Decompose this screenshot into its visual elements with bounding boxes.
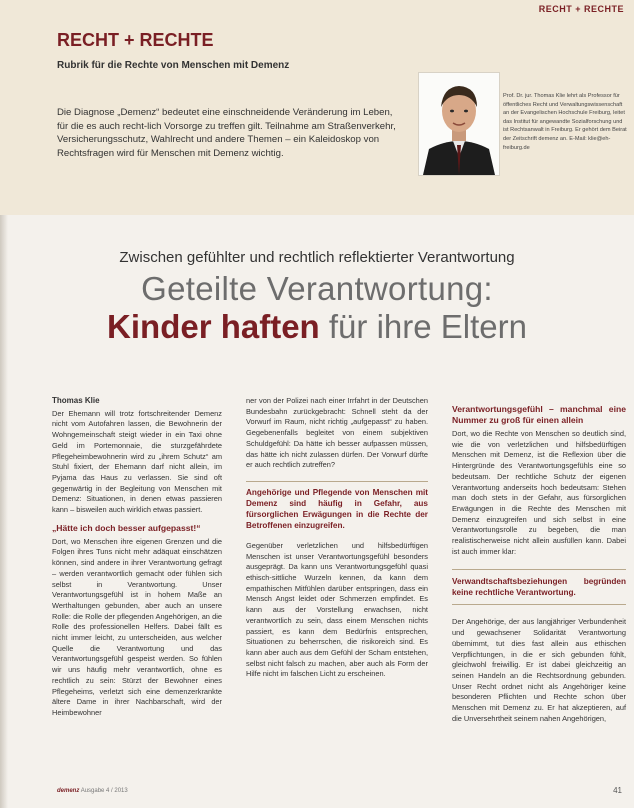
column-2-paragraph-2: Gegenüber verletzlichen und hilfsbedürftigen Menschen ist unser Verantwortungsgefühl besonders ausgeprägt. Da kann uns Verantwortungsgefühl quasi ethisch-sittliche Wurzeln kennen, da kann dem empathischen Mitfühlen darüber entspringen, dass ein Mensch Angst leidet oder Schmerzen empfindet. Es kann aus der Vorstellung erwachsen, nicht verantwortlich zu sein, dass einem Menschen nichts passiert, es kann dem Bedürfnis entsprechen, Situationen zu beherrschen, die risikoreich sind. Es kann aber auch aus dem Gefühl der Scham entstehen, selbst nicht falsch zu machen, aber auch als Form der Hilfe nicht im falschen Licht zu erscheinen. (246, 540, 428, 679)
headline-line-1: Geteilte Verantwortung: (141, 270, 493, 307)
intro-text: Die Diagnose „Demenz“ bedeutet eine einschneidende Veränderung im Leben, für die es auch recht-lich Vorsorge zu treffen gilt. Teilnahme am Straßenverkehr, Versicherungsschutz, Wahlrecht und andere Themen – ein Kaleidoskop von Rechtsfragen wird für Menschen mit Demenz wichtig. (57, 107, 396, 159)
column-1 (52, 396, 222, 719)
column-3 (452, 396, 626, 724)
rubric-title: RECHT + RECHTE (57, 30, 214, 50)
column-1-paragraph-1: Der Ehemann will trotz fortschreitender Demenz nicht vom Autofahren lassen, die Bewohnerin der Wohngemeinschaft steigt wieder in ein Taxi ohne Geld im Portemonnaie, die sturzgefährdete Pflegeheimbewohnerin wird zu „ihrem Schutz“ am Stuhl fixiert, der Ehemann darf nicht allein, im Pyjama das Haus zu verlassen. Sie sind oft gegenwärtig in der Begleitung von Menschen mit Demenz: Situationen, in denen etwas passieren kann – bisweilen auch wirklich etwas passiert. (52, 408, 222, 515)
headline-emphasis: Kinder haften (107, 308, 320, 345)
page-number: 41 (613, 786, 622, 795)
portrait-image (419, 73, 499, 175)
author-bio: Prof. Dr. jur. Thomas Klie lehrt als Professor für öffentliches Recht und Verwaltungswissenschaft an der Evangelischen Hochschule Freiburg, leitet das Institut für angewandte Sozialforschung und ist Rechtsanwalt in Freiburg. Er gehört dem Beirat der Zeitschrift demenz an. E-Mail: klie@eh-freiburg.de (503, 93, 627, 151)
article-kicker: Zwischen gefühlter und rechtlich reflektierter Verantwortung (119, 249, 515, 266)
pullquote-angehoerige: Angehörige und Pflegende von Menschen mit Demenz sind häufig in Gefahr, aus fürsorglichen Erwägungen in die Rechte der Betroffenen einzugreifen. (246, 481, 428, 531)
rubric-subtitle: Rubrik für die Rechte von Menschen mit Demenz (57, 60, 290, 71)
headline-rest: für ihre Eltern (319, 308, 527, 345)
subhead-verantwortungsgefuehl: Verantwortungsgefühl – manchmal eine Nummer zu groß für einen allein (452, 404, 626, 425)
footer-magazine (57, 788, 128, 794)
author-name: Thomas Klie (52, 396, 100, 405)
section-tag: RECHT + RECHTE (538, 4, 624, 14)
column-3-paragraph-2: Der Angehörige, der aus langjähriger Verbundenheit und gewachsener Solidarität Verantwortung übernimmt, tut dies fast allein aus ethischen Verpflichtungen, in die er sich gebunden fühlt, gleichwohl freiwillig. Er ist dabei gleichzeitig an seinen Handeln an die Rechtsordnung gebunden. Unser Recht ordnet nicht als Angehöriger keine besonderen Pflichten und Rechte schon über Menschen mit Demenz zu. Er hat akzeptieren, auf die Unversehrtheit seinem nahen Angehörigen, (452, 617, 626, 723)
column-3-paragraph-1: Dort, wo die Rechte von Menschen so deutlich sind, wie die von verletzlichen und hilfsbedürftigen Menschen mit Demenz, ist die Reflexion über die Hintergründe des Verantwortungsgefühls eine so bedeutsam. Der rechtliche Schutz der eigenen Verantwortung anderseits hoch bedeutsam: Stehen man doch stets in der Gefahr, aus fürsorglichen Erwägungen in die Rechte des Menschen mit Demenz einzugreifen und sich selbst in eine Verantwortungsrolle zu begeben, die man realistischerweise nicht allein ausfüllen kann. Dabei ist auch immer klar: (452, 429, 626, 556)
column-2 (246, 396, 428, 680)
magazine-name: demenz (57, 788, 80, 794)
author-photo (418, 72, 500, 176)
column-1-paragraph-2: Dort, wo Menschen ihre eigenen Grenzen und die Folgen ihres Tuns nicht mehr adäquat einschätzen können, sind andere in ihrer Verantwortung gefragt – werden verantwortlich gemacht oder fühlen sich selbst in Verantwortung. Unser Verantwortungsgefühl ist in hohem Maße an Werthaltungen gebunden, aber auch an unsere Rolle: die Rolle der pflegenden Angehörigen, an die Rolle des professionellen Helfers. Dabei fällt es nicht immer leicht, zu unterscheiden, aus welcher Quelle die Verantwortung und das Verantwortungsgefühl gespeist werden. So fühlen wir uns häufig mehr verantwortlich, ohne es rechtlich zu sein: Stürzt der Bewohner eines Pflegeheims, verletzt sich eine demenzerkrankte ältere Dame in ihrer Nachbarschaft, wird der Heimbewohner (52, 536, 222, 717)
pullquote-verwandtschaft: Verwandtschaftsbeziehungen begründen keine rechtliche Verantwortung. (452, 569, 626, 605)
subhead-aufgepasst: „Hätte ich doch besser aufgepasst!“ (52, 522, 201, 533)
issue-label: Ausgabe 4 / 2013 (80, 788, 128, 794)
headline-line-2 (0, 308, 634, 346)
column-2-paragraph-1: ner von der Polizei nach einer Irrfahrt in der Deutschen Bundesbahn zurückgebracht: Schnell steht da der Vorwurf im Raum, nicht richtig „aufgepasst“ zu haben. Gegebenenfalls begleitet von einem subjektiven Schuldgefühl: Da hätte ich besser aufpassen müssen, das hätte ich nicht zulassen dürfen. Der Vorwurf dürfte er auch rechtlich zutreffen? (246, 396, 428, 470)
